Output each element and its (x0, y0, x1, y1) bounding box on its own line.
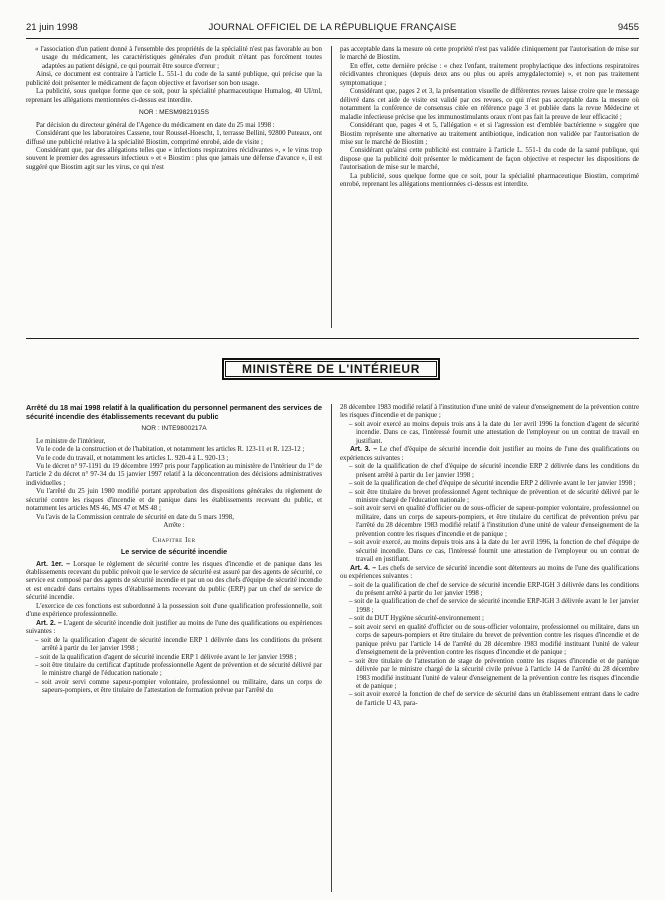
paragraph: Vu le code du travail, et notamment les articles L. 920-4 à L. 920-13 ; (36, 454, 229, 462)
paragraph: Vu l'avis de la Commission centrale de sécurité en date du 5 mars 1998, (36, 513, 234, 521)
list-item: – soit être titulaire de l'attestation de stage de prévention contre les risques d'incendie et de panique délivrée par le ministre chargé de la sécurité civile prévue à l'article 14 de l'arrêté du 28 décembre 1983 modifié instituant l'unité de valeur d'enseignement de la prévention contre les risques d'incendie et de panique ; (349, 657, 639, 690)
list-item: – soit avoir exercé, au moins depuis trois ans à la date du 1er avril 1996, la fonction de chef d'équipe de sécurité incendie. Dans ce cas, l'intéressé fournit une attestation de l'employeur ou un contrat de travail en justifiant. (349, 539, 639, 564)
column-bottom-right (340, 404, 639, 708)
paragraph: L'exercice de ces fonctions est subordonné à la possession soit d'une qualification professionnelle, soit d'une expérience professionnelle. (26, 602, 322, 619)
paragraph: Considérant qu'ainsi cette publicité est contraire à l'article L. 551-1 du code de la santé publique, qui dispose que la publicité doit présenter le médicament de façon objective et respecter les dispositions de l'autorisation de mise sur le marché, (340, 147, 639, 172)
list-item: – soit avoir servi en qualité d'officier ou de sous-officier de sapeur-pompier volontaire, professionnel ou militaire, dans un corps de sapeurs-pompiers, et être titulaire du certificat de prévention prévu par l'arrêté du 28 décembre 1983 modifié relatif à l'institution d'une unité de valeur d'enseignement de la prévention contre les risques d'incendie et de panique ; (349, 505, 639, 538)
header-date: 21 juin 1998 (26, 22, 78, 33)
nor-reference: NOR : INTE9800217A (141, 425, 207, 433)
article-paragraph (26, 620, 322, 637)
section-rule (26, 338, 639, 339)
header-rule (26, 38, 639, 39)
paragraph: Considérant que, pages 4 et 5, l'allégation « et si l'agression est d'emblée bactérienne » suggère que Biostim représente une alternative au traitement antibiotique, indication non validée par l'autorisation de mise sur le marché de Biostim ; (340, 122, 639, 146)
list-item: « l'association d'un patient donné à l'ensemble des propriétés de la spécialité n'est pas favorable au bon usage du médicament, les caractéristiques générales d'un produit n'étant pas forcément toutes adaptées au patient désigné, ce qui pourrait être source d'erreur ; (35, 46, 322, 70)
column-divider-bottom (331, 404, 332, 892)
list-item: – soit avoir servi en qualité d'officier ou de sous-officier volontaire, professionnel ou militaire, dans un corps de sapeurs-pompiers et être titulaire du brevet de prévention contre les risques d'incendie et de panique prévu par l'article 14 de l'arrêté du 28 décembre 1983 modifié instituant l'unité de valeur d'enseignement de la prévention contre les risques d'incendie et de panique ; (349, 623, 639, 657)
paragraph: Considérant que, par des allégations telles que « infections respiratoires récidivantes », « le virus trop souvent le premier des agresseurs infectieux » et « Biostim : plus que jamais une défense d'avance », il est suggéré que Biostim agit sur les virus, ce qui n'est (26, 146, 322, 171)
article-text: Le chef d'équipe de sécurité incendie doit justifier au moins de l'une des qualifications ou expériences suivantes : (340, 446, 640, 462)
ministry-heading: MINISTÈRE DE L'INTÉRIEUR (222, 358, 440, 380)
column-divider-top (331, 46, 332, 328)
article-paragraph (26, 561, 322, 603)
article-text: Les chefs de service de sécurité incendie sont détenteurs au moins de l'une des qualifications ou expériences suivantes : (340, 564, 639, 581)
paragraph: La publicité, sous quelque forme que ce soit, pour la spécialité pharmaceutique Humalog, 40 UI/ml, reprenant les allégations mentionnées ci-dessus est interdite. (26, 88, 322, 104)
list-item: – soit avoir exercé au moins depuis trois ans à la date du 1er avril 1996 la fonction d'agent de sécurité incendie. Dans ce cas, l'intéressé fournit une attestation de l'employeur ou un contrat de travail en justifiant. (349, 420, 639, 445)
paragraph: Considérant que, pages 2 et 3, la présentation visuelle de différentes revues laisse croire que le message délivré dans cet aide de visite est validé par ces revues, ce qui n'est pas acceptable dans la mesure où notamment la conférence de consensus citée en référence page 3 et publiée dans la revue Médecine et maladie infectieuse précise que les immunostimulants oraux n'ont pas fait la preuve de leur efficacité ; (340, 88, 639, 121)
paragraph: Par décision du directeur général de l'Agence du médicament en date du 25 mai 1998 : (36, 121, 275, 129)
page-header (26, 22, 639, 36)
list-item: – soit de la qualification de chef d'équipe de sécurité incendie ERP 2 délivrée avant le 1er janvier 1998 ; (349, 480, 636, 488)
article-number: Art. 3. – (350, 446, 378, 454)
article-paragraph (340, 446, 639, 463)
chapter-title: Le service de sécurité incendie (120, 547, 228, 557)
paragraph: 28 décembre 1983 modifié relatif à l'institution d'une unité de valeur d'enseignement de la prévention contre les risques d'incendie et de panique ; (340, 404, 639, 420)
list-item: – soit de la qualification d'agent de sécurité incendie ERP 1 délivrée dans les conditions du présent arrêté à partir du 1er janvier 1998 ; (35, 636, 322, 653)
paragraph: Vu l'arrêté du 25 juin 1980 modifié portant approbation des dispositions générales du règlement de sécurité contre les risques d'incendie et de panique dans les établissements recevant du public, et notamment les articles MS 46, MS 47 et MS 48 ; (26, 488, 322, 513)
paragraph: Le ministre de l'intérieur, (36, 437, 106, 445)
list-item: – soit de la qualification de chef de service de sécurité incendie ERP-IGH 3 délivrée dans les conditions du présent arrêté à partir du 1er janvier 1998 ; (349, 581, 639, 597)
column-top-right (340, 46, 639, 190)
paragraph: Ainsi, ce document est contraire à l'article L. 551-1 du code de la santé publique, qui précise que la publicité doit présenter le médicament de façon objective et favoriser son bon usage. (26, 71, 322, 87)
list-item: – soit avoir servi comme sapeur-pompier volontaire, professionnel ou militaire, dans un corps de sapeurs-pompiers, et être titulaire de l'attestation de formation prévue par l'arrêté du (35, 678, 322, 695)
paragraph: Vu le décret n° 97-1191 du 19 décembre 1997 pris pour l'application au ministère de l'intérieur du 1° de l'article 2 du décret n° 97-34 du 15 janvier 1997 relatif à la déconcentration des décisions administratives individuelles ; (26, 463, 322, 487)
chapter-label: Chapitre Ier (152, 536, 196, 544)
column-top-left (26, 46, 322, 172)
arrete-line: Arrête : (163, 522, 185, 530)
list-item: – soit de la qualification de chef d'équipe de sécurité incendie ERP 2 délivrée dans les conditions du présent arrêté à partir du 1er janvier 1998 ; (349, 463, 639, 479)
list-item: – soit de la qualification de chef de service de sécurité incendie ERP-IGH 3 délivrée avant le 1er janvier 1998 ; (349, 598, 639, 614)
list-item: – soit avoir exercé la fonction de chef de service de sécurité dans un établissement entrant dans le cadre de l'article U 43, para- (349, 691, 639, 707)
article-paragraph (340, 565, 639, 582)
paragraph: pas acceptable dans la mesure où cette propriété n'est pas validée cliniquement par l'autorisation de mise sur le marché de Biostim. (340, 46, 639, 62)
article-number: Art. 1er. – (36, 560, 71, 568)
paragraph: Vu le code de la construction et de l'habitation, et notamment les articles R. 123-11 et R. 123-12 ; (36, 446, 305, 454)
list-item: – soit être titulaire du brevet professionnel Agent technique de prévention et de sécurité délivré par le ministre chargé de l'éducation nationale ; (349, 488, 639, 504)
paragraph: La publicité, sous quelque forme que ce soit, pour la spécialité pharmaceutique Biostim, comprimé enrobé, reprenant les allégations mentionnées ci-dessus est interdite. (340, 172, 639, 189)
article-text: Lorsque le règlement de sécurité contre les risques d'incendie et de panique dans les établissements recevant du public prévoit que le service de sécurité est assuré par des agents de sécurité, ce service est composé par des agents de sécurité incendie et par un ou des chefs d'équipe de sécurité incendie et est encadré dans certains types d'établissements recevant du public (ERP) par un chef de service de sécurité incendie. (26, 560, 322, 602)
article-text: L'agent de sécurité incendie doit justifier au moins de l'une des qualifications ou expériences suivantes : (26, 619, 322, 636)
paragraph: Considérant que les laboratoires Cassene, tour Roussel-Hoescht, 1, terrasse Bellini, 92800 Puteaux, ont diffusé une publicité relative à la spécialité Biostim, comprimé enrobé, aide de visite ; (26, 130, 322, 146)
column-bottom-left (26, 404, 322, 696)
paragraph: En effet, cette dernière précise : « chez l'enfant, traitement prophylactique des infections respiratoires récidivantes chroniques (depuis deux ans ou plus ou après amygdalectomie) », et non pas traitement symptomatique ; (340, 62, 639, 87)
article-number: Art. 4. – (350, 564, 377, 572)
article-number: Art. 2. – (36, 619, 62, 627)
nor-reference: NOR : MESM9821915S (139, 109, 209, 117)
header-page-number: 9455 (617, 22, 639, 33)
header-journal-title: JOURNAL OFFICIEL DE LA RÉPUBLIQUE FRANÇAISE (208, 22, 457, 33)
list-item: – soit être titulaire du certificat d'aptitude professionnelle Agent de prévention et de sécurité délivré par le ministre chargé de l'éducation nationale ; (35, 661, 322, 678)
list-item: – soit du DUT Hygiène sécurité-environnement ; (349, 615, 484, 623)
list-item: – soit de la qualification d'agent de sécurité incendie ERP 1 délivrée avant le 1er janvier 1998 ; (35, 653, 297, 661)
arrete-title: Arrêté du 18 mai 1998 relatif à la qualification du personnel permanent des services de sécurité incendie des établissements recevant du public (26, 403, 322, 421)
